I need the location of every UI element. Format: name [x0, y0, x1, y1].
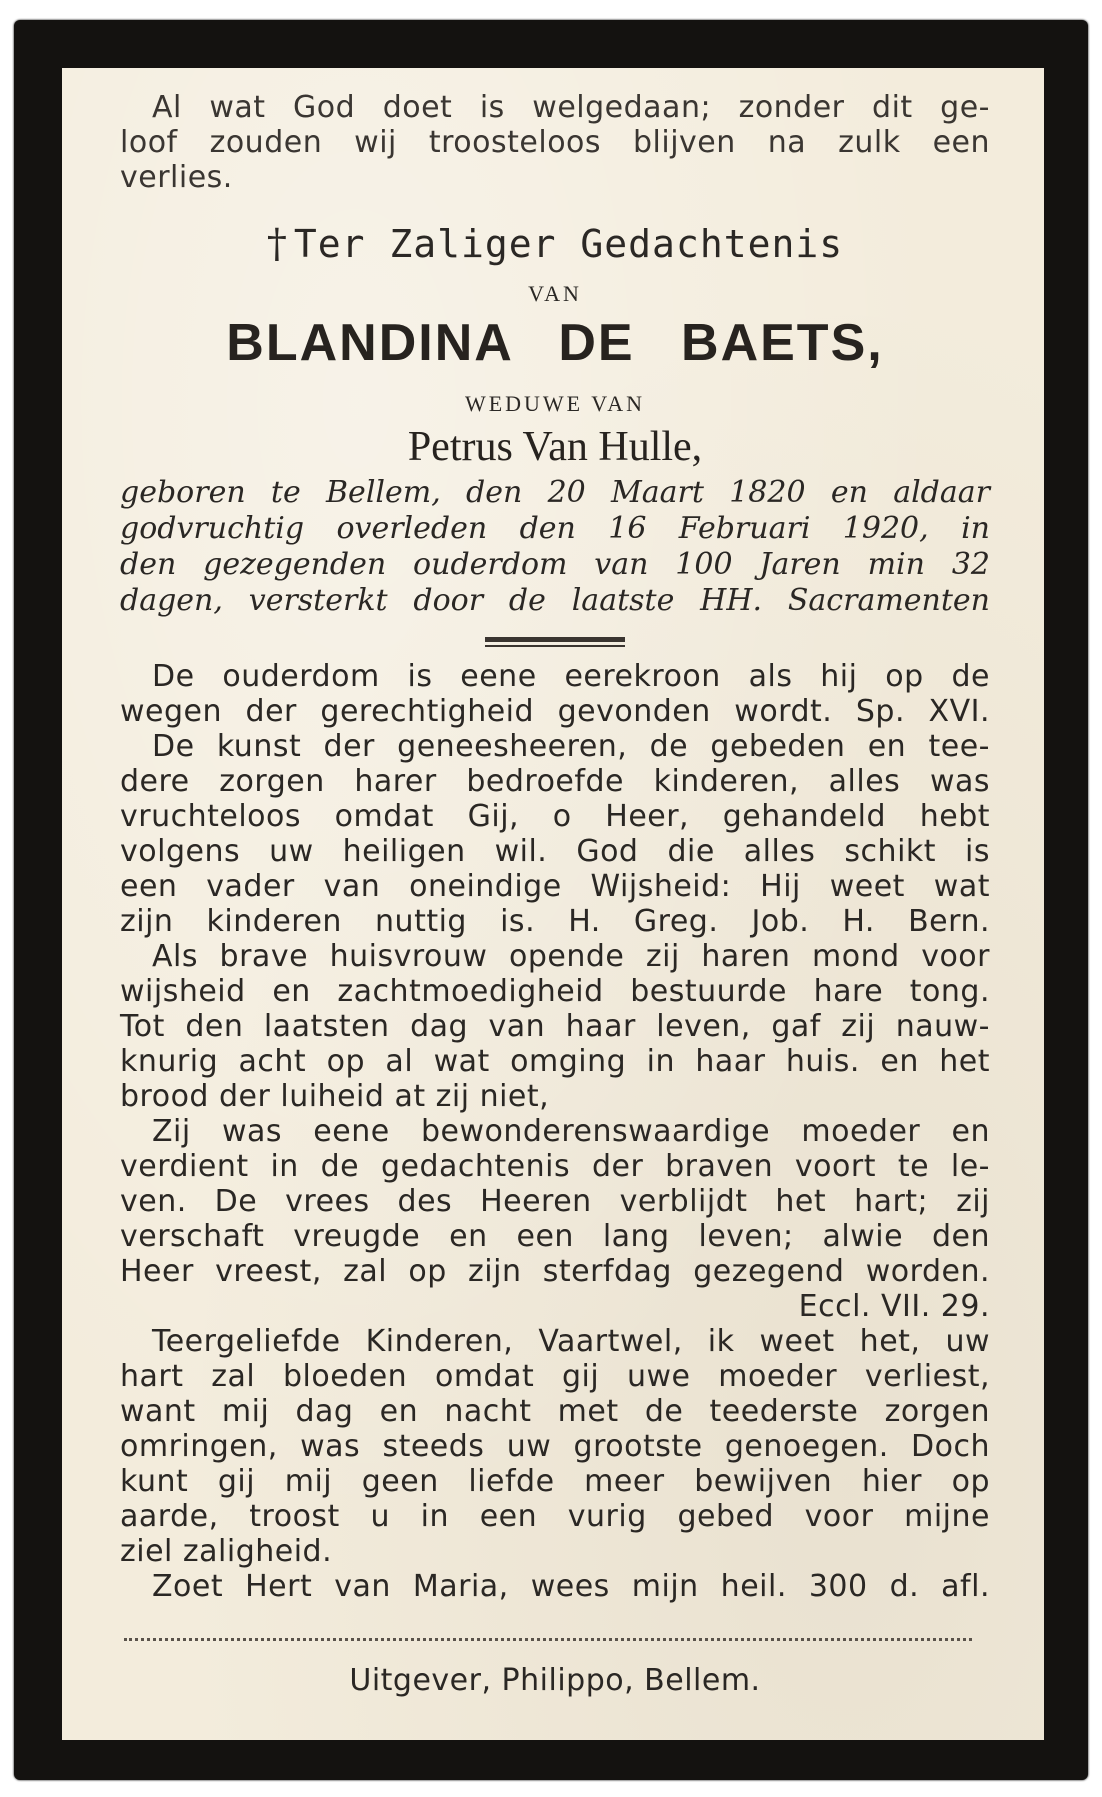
text-line: vruchteloos omdat Gij, o Heer, gehandeld hebt	[120, 799, 990, 834]
text-line: Heer vreest, zal op zijn sterfdag gezegend worden.	[120, 1254, 990, 1289]
text-line: De ouderdom is eene eerekroon als hij op de	[152, 659, 990, 694]
text-line: dere zorgen harer bedroefde kinderen, alles was	[120, 764, 990, 799]
paragraph-ouderdom	[120, 659, 990, 729]
paragraph-prayer	[120, 1569, 990, 1604]
ornamental-divider	[485, 637, 625, 647]
text-line: knurig acht op al wat omging in haar huis. en het	[120, 1044, 990, 1079]
memorial-card-frame	[14, 20, 1088, 1780]
text-line: want mij dag en nacht met de teederste zorgen	[120, 1394, 990, 1429]
citation: Eccl. VII. 29.	[798, 1289, 990, 1324]
intro-paragraph	[120, 90, 990, 195]
text-line: ven. De vrees des Heeren verblijdt het hart; zij	[120, 1184, 990, 1219]
deceased-name: BLANDINA DE BAETS,	[226, 314, 884, 372]
paragraph-kunst	[120, 729, 990, 939]
text-line: verdient in de gedachtenis der braven voort te le-	[120, 1149, 990, 1184]
text-line: wegen der gerechtigheid gevonden wordt. Sp. XVI.	[120, 694, 990, 729]
text-line: volgens uw heiligen wil. God die alles schikt is	[120, 834, 990, 869]
text-line: hart zal bloeden omdat gij uwe moeder verliest,	[120, 1359, 990, 1394]
text-line: wijsheid en zachtmoedigheid bestuurde hare tong.	[120, 974, 990, 1009]
husband-name: Petrus Van Hulle,	[407, 424, 703, 470]
text-line: omringen, was steeds uw grootste genoegen. Doch	[120, 1429, 990, 1464]
memorial-card-paper	[62, 68, 1044, 1740]
card-content	[120, 90, 990, 1698]
cross-icon: †	[266, 221, 288, 267]
text-line: kunt gij mij geen liefde meer bewijven hier op	[120, 1464, 990, 1499]
dotted-separator	[124, 1638, 972, 1641]
text-line: verschaft vreugde en een lang leven; alwie den	[120, 1219, 990, 1254]
text-line: brood der luiheid at zij niet,	[120, 1079, 550, 1114]
text-line: Tot den laatsten dag van haar leven, gaf zij nauw-	[120, 1009, 990, 1044]
text-line: Teergeliefde Kinderen, Vaartwel, ik weet het, uw	[152, 1324, 990, 1359]
publisher-line: Uitgever, Philippo, Bellem.	[349, 1663, 761, 1698]
intro-line: verlies.	[120, 160, 233, 195]
intro-line: loof zouden wij troosteloos blijven na zulk een	[120, 125, 990, 160]
text-line: ziel zaligheid.	[120, 1534, 333, 1569]
body-text	[120, 659, 990, 1604]
widow-label: WEDUWE VAN	[464, 391, 646, 416]
paragraph-huisvrouw	[120, 939, 990, 1114]
bio-line: godvruchtig overleden den 16 Februari 1920, in	[120, 511, 990, 546]
paragraph-vaartwel	[120, 1324, 990, 1569]
bio-line: den gezegenden ouderdom van 100 Jaren min 32	[120, 547, 990, 582]
bio-line: dagen, versterkt door de laatste HH. Sacramenten	[120, 583, 990, 618]
paragraph-moeder	[120, 1114, 990, 1324]
text-line: Zij was eene bewonderenswaardige moeder en	[152, 1114, 990, 1149]
bio-line: geboren te Bellem, den 20 Maart 1820 en aldaar	[120, 475, 990, 510]
text-line: aarde, troost u in een vurig gebed voor mijne	[120, 1499, 990, 1534]
divider-thick-rule	[485, 637, 625, 642]
intro-line: Al wat God doet is welgedaan; zonder dit ge-	[152, 90, 990, 125]
text-line: Als brave huisvrouw opende zij haren mond voor	[152, 939, 990, 974]
text-line: zijn kinderen nuttig is. H. Greg. Job. H. Bern.	[120, 904, 990, 939]
van-label: VAN	[528, 281, 582, 306]
text-line: De kunst der geneesheeren, de gebeden en tee-	[152, 729, 990, 764]
memorial-heading-text: Ter Zaliger Gedachtenis	[293, 222, 844, 266]
biography	[120, 475, 990, 619]
text-line: een vader van oneindige Wijsheid: Hij weet wat	[120, 869, 990, 904]
prayer-line: Zoet Hert van Maria, wees mijn heil. 300 d. afl.	[152, 1569, 990, 1604]
divider-thin-rule	[485, 645, 625, 647]
memorial-heading	[120, 221, 990, 267]
